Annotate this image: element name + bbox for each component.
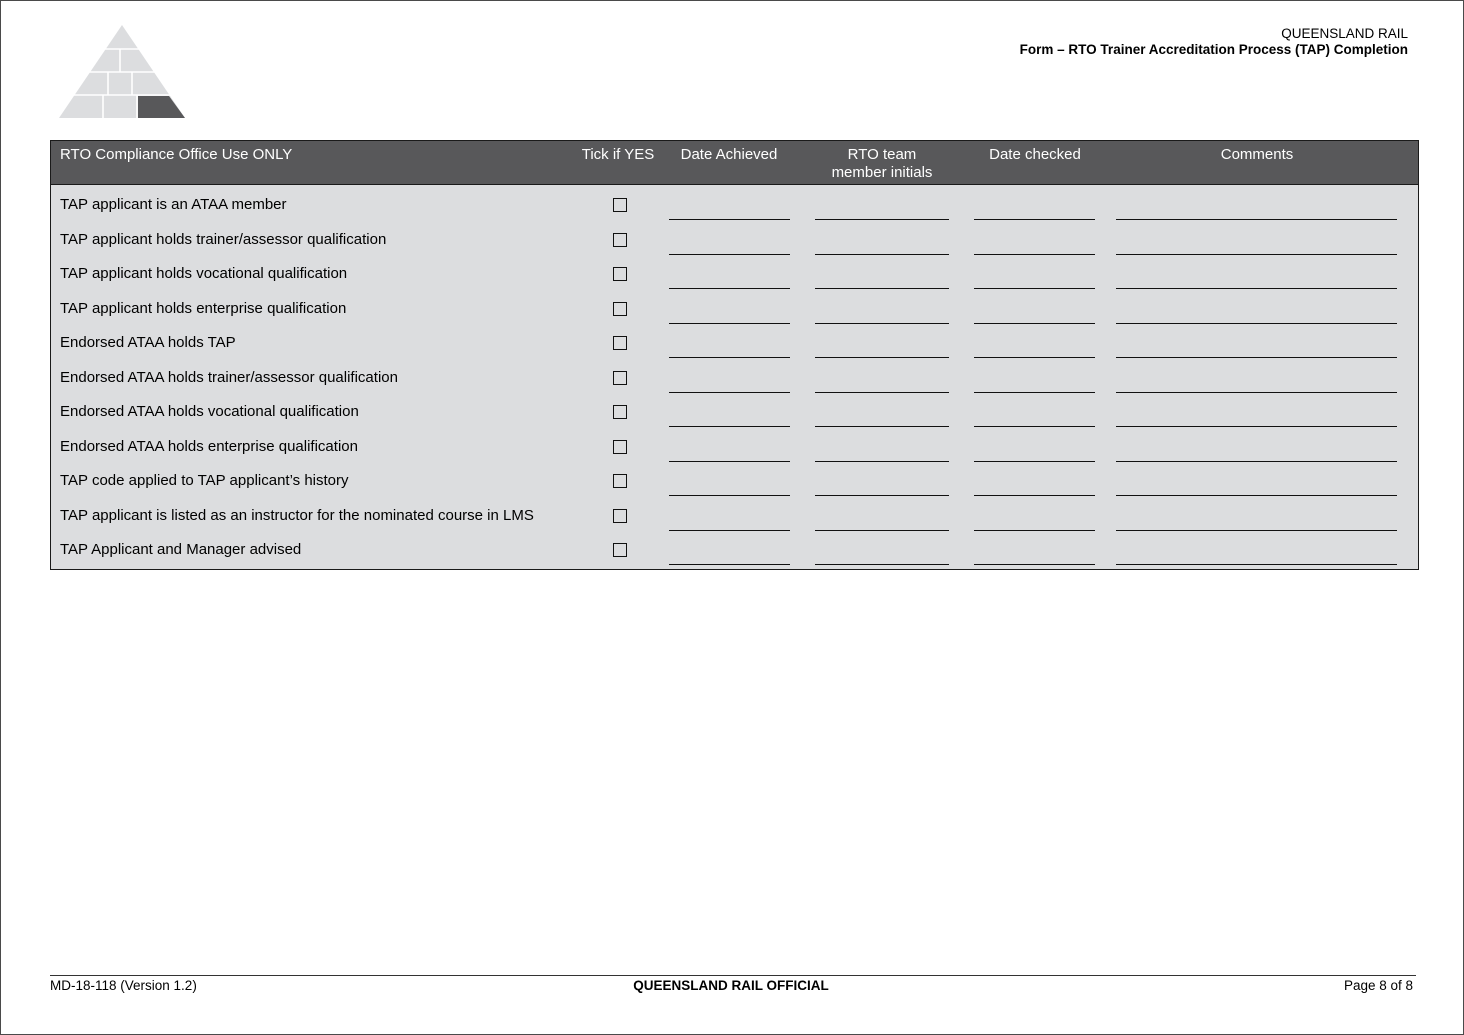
- checkbox-icon[interactable]: [613, 336, 627, 350]
- checkbox-icon[interactable]: [613, 474, 627, 488]
- footer-page-number: Page 8 of 8: [1343, 978, 1413, 993]
- col-header-label: RTO Compliance Office Use ONLY: [60, 146, 293, 163]
- table-row: [51, 255, 1418, 289]
- checkbox-icon[interactable]: [613, 543, 627, 557]
- row-label: Endorsed ATAA holds enterprise qualification: [60, 437, 358, 455]
- table-row: [51, 186, 1418, 220]
- checkbox-icon[interactable]: [613, 198, 627, 212]
- footer-classification: QUEENSLAND RAIL OFFICIAL: [633, 978, 829, 993]
- checkbox-icon[interactable]: [613, 233, 627, 247]
- checkbox-icon[interactable]: [613, 440, 627, 454]
- table-row: [51, 428, 1418, 462]
- table-header: [51, 141, 1418, 185]
- date-achieved-field[interactable]: [669, 564, 790, 565]
- col-header-tick: Tick if YES: [581, 146, 655, 163]
- row-label: TAP Applicant and Manager advised: [60, 541, 302, 558]
- form-title: Form – RTO Trainer Accreditation Process (TAP) Completion: [1019, 42, 1408, 57]
- row-label: TAP applicant holds vocational qualification: [60, 265, 348, 282]
- table-row: [51, 324, 1418, 358]
- col-header-initials-line2: member initials: [831, 164, 933, 181]
- table-row: [51, 359, 1418, 393]
- row-label: TAP applicant holds trainer/assessor qualification: [60, 230, 387, 248]
- pyramid-logo-icon: [58, 24, 186, 120]
- checkbox-icon[interactable]: [613, 302, 627, 316]
- checkbox-icon[interactable]: [613, 405, 627, 419]
- comments-field[interactable]: [1116, 564, 1397, 565]
- table-row: [51, 531, 1418, 565]
- initials-field[interactable]: [815, 564, 949, 565]
- row-label: TAP code applied to TAP applicant’s history: [60, 472, 349, 489]
- col-header-comments: Comments: [1220, 146, 1294, 163]
- table-row: [51, 393, 1418, 427]
- row-label: TAP applicant is listed as an instructor for the nominated course in LMS: [60, 506, 534, 524]
- compliance-form-table: [50, 140, 1419, 570]
- checkbox-icon[interactable]: [613, 371, 627, 385]
- row-label: Endorsed ATAA holds trainer/assessor qualification: [60, 368, 398, 386]
- col-header-initials-line1: RTO team: [847, 146, 917, 163]
- table-row: [51, 462, 1418, 496]
- row-label: Endorsed ATAA holds vocational qualification: [60, 403, 359, 420]
- checkbox-icon[interactable]: [613, 267, 627, 281]
- col-header-date-achieved: Date Achieved: [680, 146, 778, 163]
- header-org: QUEENSLAND RAIL: [1281, 26, 1408, 41]
- row-label: TAP applicant is an ATAA member: [60, 196, 287, 213]
- footer-divider: [50, 975, 1416, 976]
- date-checked-field[interactable]: [974, 564, 1095, 565]
- table-row: [51, 221, 1418, 255]
- table-row: [51, 290, 1418, 324]
- row-label: Endorsed ATAA holds TAP: [60, 334, 236, 351]
- checkbox-icon[interactable]: [613, 509, 627, 523]
- col-header-date-checked: Date checked: [989, 146, 1081, 163]
- row-label: TAP applicant holds enterprise qualification: [60, 299, 347, 317]
- table-row: [51, 497, 1418, 531]
- col-header-initials: [815, 146, 949, 182]
- footer-doc-id: MD-18-118 (Version 1.2): [50, 978, 197, 993]
